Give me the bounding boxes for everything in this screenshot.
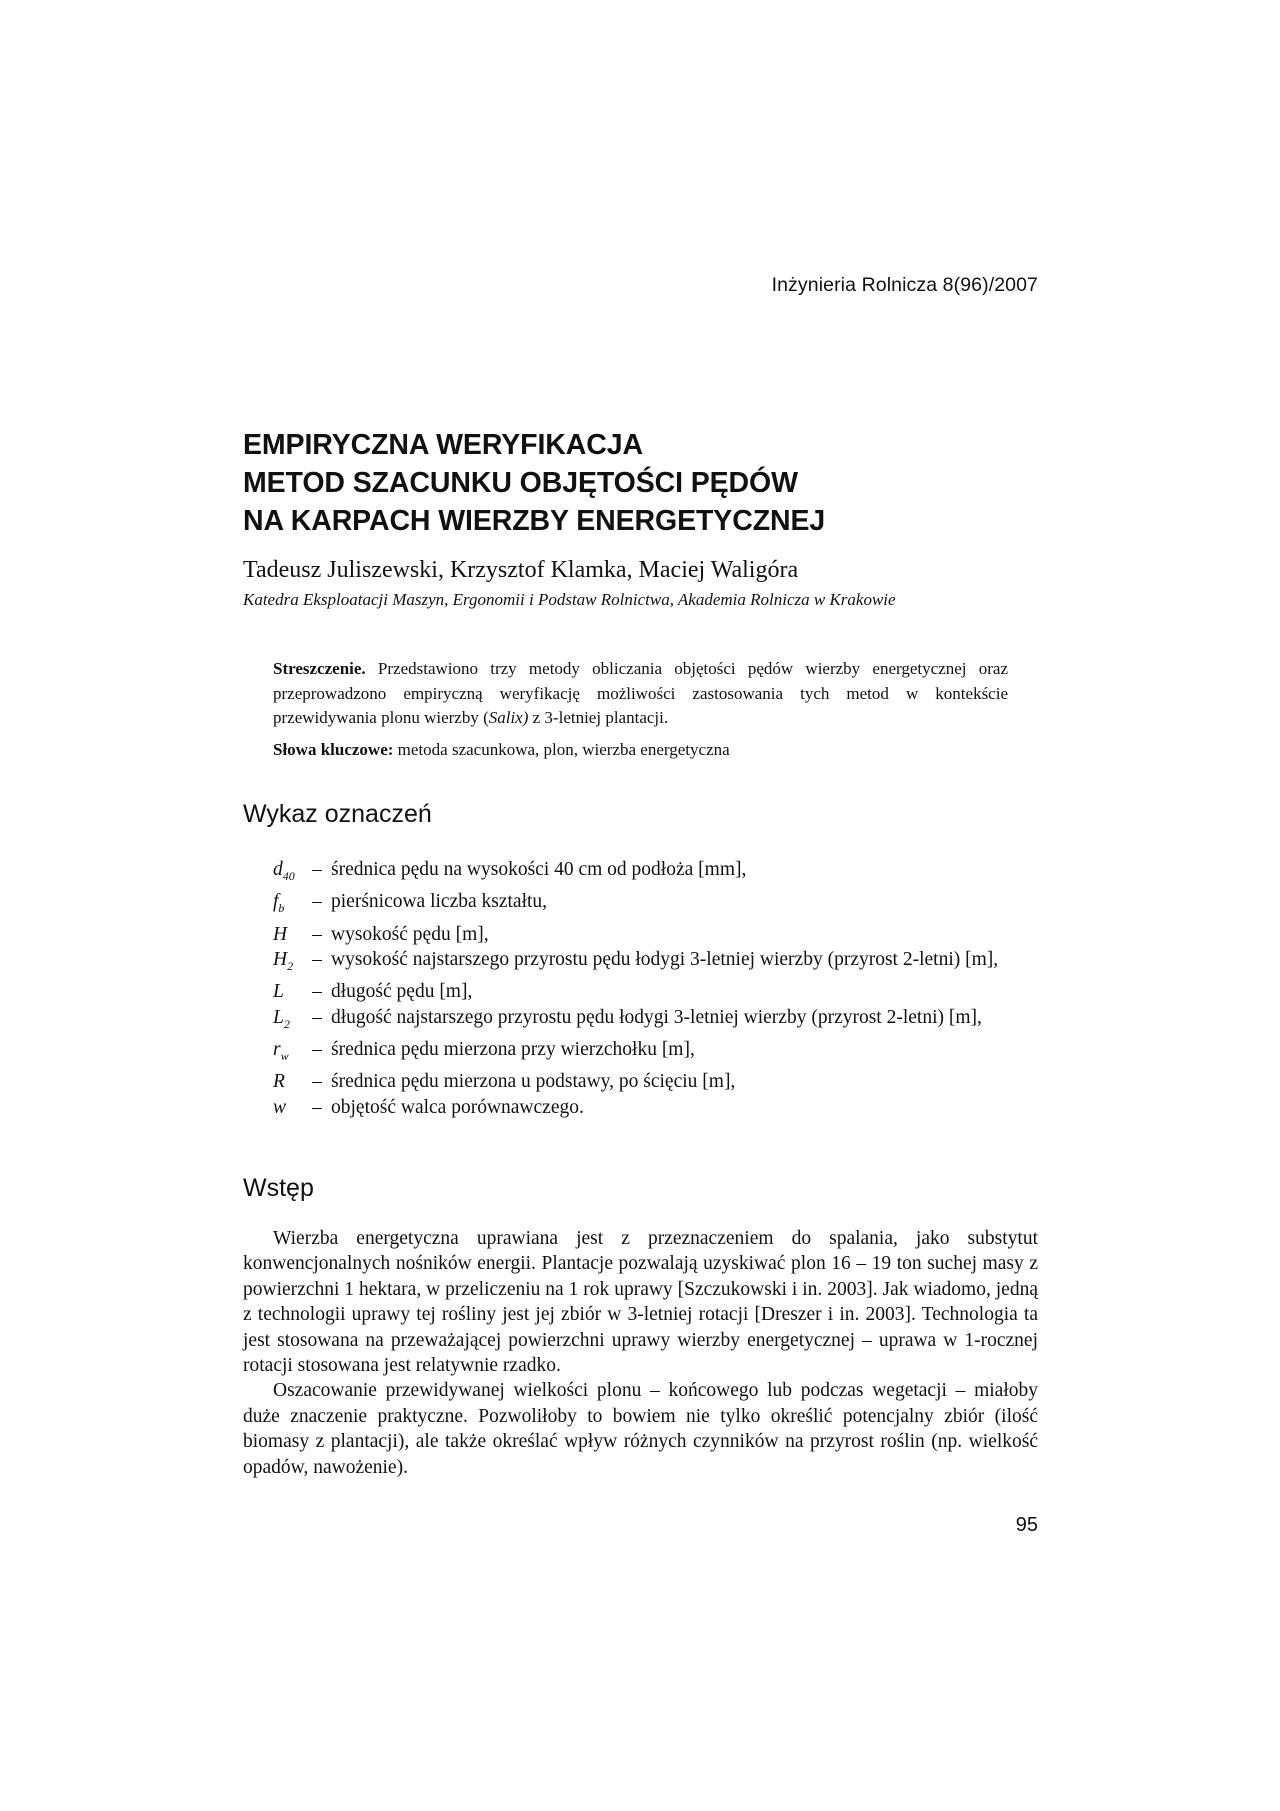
symbol-description: długość najstarszego przyrostu pędu łodygi 3-letniej wierzby (przyrost 2-letni) [m], [331, 1006, 982, 1028]
affiliation: Katedra Eksploatacji Maszyn, Ergonomii i Podstaw Rolnictwa, Akademia Rolnicza w Krakowie [243, 590, 896, 609]
symbol-subscript: b [278, 901, 285, 916]
symbol-dash: – [312, 1071, 322, 1093]
symbol-row [243, 947, 1038, 979]
symbol [243, 1095, 303, 1120]
symbol-row [243, 857, 1038, 889]
symbol-row [243, 1037, 1038, 1069]
symbol-description: objętość walca porównawczego. [331, 1096, 584, 1118]
title-line-2: METOD SZACUNKU OBJĘTOŚCI PĘDÓW [243, 467, 798, 499]
symbol-dash: – [312, 891, 322, 913]
symbol-subscript: w [280, 1048, 289, 1063]
symbol [243, 1037, 303, 1069]
title-line-3: NA KARPACH WIERZBY ENERGETYCZNEJ [243, 505, 826, 537]
symbol-subscript: 40 [282, 868, 295, 883]
symbol-base: r [273, 1039, 281, 1060]
symbol-base: w [273, 1096, 287, 1118]
title-line-1: EMPIRYCZNA WERYFIKACJA [243, 429, 643, 461]
symbol-base: L [273, 1006, 284, 1028]
article-title [243, 426, 1043, 540]
symbol-description: pierśnicowa liczba kształtu, [331, 891, 548, 913]
symbol-dash: – [312, 949, 322, 970]
intro-body [243, 1226, 1038, 1480]
symbols-heading: Wykaz oznaczeń [243, 800, 432, 828]
abstract-label: Streszczenie. [273, 659, 366, 678]
symbol-base: f [273, 891, 279, 913]
symbol-row [243, 889, 1038, 921]
symbol-subscript: 2 [287, 958, 294, 973]
journal-header: Inżynieria Rolnicza 8(96)/2007 [771, 274, 1038, 296]
symbol-row [243, 979, 1038, 1004]
symbol-row [243, 1095, 1038, 1120]
symbol-dash: – [312, 859, 322, 880]
symbol-base: H [273, 949, 288, 970]
symbol-description: średnica pędu na wysokości 40 cm od podłoża [mm], [331, 859, 747, 880]
symbol [243, 857, 303, 889]
authors: Tadeusz Juliszewski, Krzysztof Klamka, Maciej Waligóra [243, 557, 799, 583]
abstract-text-before: Przedstawiono trzy metody obliczania objętości pędów wierzby energetycznej oraz przeprowadzono empiryczną weryfikację możliwości zastosowania tych metod w kontekście przewidywania plonu wierzby ( [273, 659, 1008, 727]
symbol [243, 922, 303, 947]
symbol-base: d [273, 859, 283, 880]
symbol-base: H [273, 923, 288, 945]
symbol-row [243, 1005, 1038, 1037]
symbol-row [243, 922, 1038, 947]
abstract [273, 657, 1008, 731]
keywords-text: metoda szacunkowa, plon, wierzba energetyczna [393, 740, 730, 759]
symbol-description: długość pędu [m], [331, 981, 473, 1003]
symbol-dash: – [312, 1039, 322, 1060]
symbol-row [243, 1069, 1038, 1094]
symbol-dash: – [312, 981, 322, 1003]
keywords-label: Słowa kluczowe: [273, 740, 394, 759]
intro-paragraph-1: Wierzba energetyczna uprawiana jest z przeznaczeniem do spalania, jako substytut konwencjonalnych nośników energii. Plantacje pozwalają uzyskiwać plon 16 – 19 ton suchej masy z powierzchni 1 hektara, w przeliczeniu na 1 rok uprawy [Szczukowski i in. 2003]. Jak wiadomo, jedną z technologii uprawy tej rośliny jest jej zbiór w 3-letniej rotacji [Dreszer i in. 2003]. Technologia ta jest stosowana na przeważającej powierzchni uprawy wierzby energetycznej – uprawa w 1-rocznej rotacji stosowana jest relatywnie rzadko. [243, 1228, 1038, 1377]
symbol-dash: – [312, 1096, 322, 1118]
symbol-description: wysokość najstarszego przyrostu pędu łodygi 3-letniej wierzby (przyrost 2-letni) [m], [331, 949, 999, 970]
symbol [243, 947, 303, 979]
keywords [273, 738, 1008, 763]
symbol [243, 889, 303, 921]
symbol-description: wysokość pędu [m], [331, 923, 489, 945]
abstract-text-after: z 3-letniej plantacji. [528, 708, 669, 727]
symbol [243, 1005, 303, 1037]
symbol-subscript: 2 [283, 1016, 290, 1031]
symbol-dash: – [312, 923, 322, 945]
intro-heading: Wstęp [243, 1174, 314, 1202]
symbol-description: średnica pędu mierzona przy wierzchołku [m], [331, 1039, 695, 1060]
intro-paragraph-2: Oszacowanie przewidywanej wielkości plonu – końcowego lub podczas wegetacji – miałoby duże znaczenie praktyczne. Pozwoliłoby to bowiem nie tylko określić potencjalny zbiór (ilość biomasy z plantacji), ale także określać wpływ różnych czynników na przyrost roślin (np. wielkość opadów, nawożenie). [243, 1380, 1038, 1478]
symbols-list [243, 857, 1038, 1120]
symbol-dash: – [312, 1006, 322, 1028]
symbol [243, 1069, 303, 1094]
symbol-description: średnica pędu mierzona u podstawy, po ścięciu [m], [331, 1071, 736, 1093]
symbol [243, 979, 303, 1004]
abstract-italic: Salix) [488, 708, 529, 727]
symbol-base: R [273, 1071, 285, 1093]
page-number: 95 [1015, 1514, 1038, 1536]
symbol-base: L [273, 981, 284, 1003]
